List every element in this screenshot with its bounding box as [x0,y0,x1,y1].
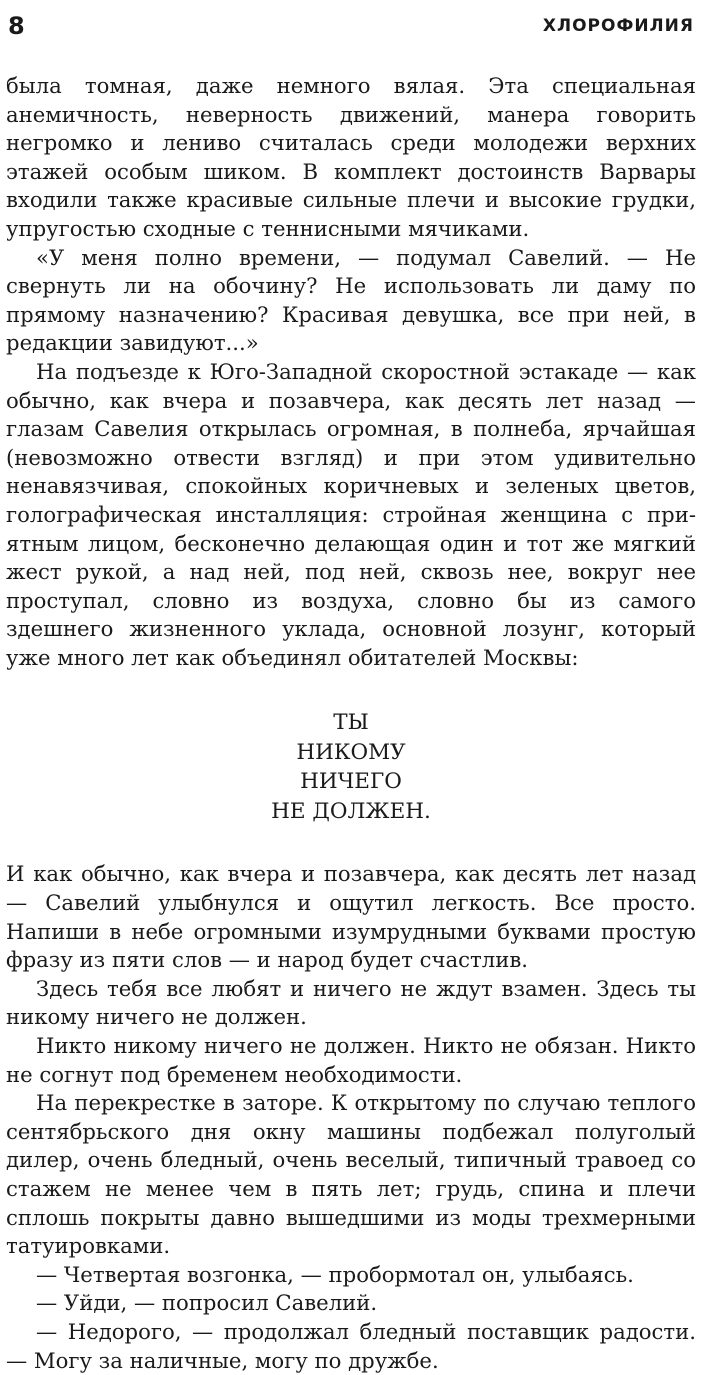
paragraph: «У меня полно времени, — подумал Савелий. — Не свернуть ли на обочину? Не использовать ли даму по прямому назначению? Красивая девушка, все при ней, в редакции завидуют...» [6,244,696,356]
paragraph: Здесь тебя все любят и ничего не ждут взамен. Здесь ты никому ничего не должен. [6,975,696,1030]
dialogue-line: — Уйди, — попросил Савелий. [36,1290,378,1316]
paragraph: На перекрестке в заторе. К открытому по случаю теплого сентябрьского дня окну машины подбежал полуголый дилер, очень бледный, очень веселый, типичный травоед со стажем не менее чем в пять лет; грудь, спина и плечи сплошь покрыты давно вышедшими из моды трехмерными татуировками. [6,1090,696,1259]
slogan-line: НИЧЕГО [300,769,402,795]
body-text [6,72,696,1375]
running-head [8,10,694,42]
paragraph: Никто никому ничего не должен. Никто не обязан. Никто не согнут под бременем необходимости. [6,1033,696,1087]
paragraph: И как обычно, как вчера и позавчера, как десять лет назад — Савелий улыбнулся и ощутил легкость. Все просто. Напиши в небе огромными изумрудными буквами простую фразу из пяти слов — и народ будет счастлив. [6,861,696,973]
slogan-line: ТЫ [333,710,369,736]
dialogue-line: — Четвертая возгонка, — пробормотал он, улыбаясь. [36,1261,634,1287]
slogan-line: НЕ ДОЛЖЕН. [271,798,431,824]
slogan-line: НИКОМУ [296,739,406,765]
paragraph: была томная, даже немного вялая. Эта специальная анемичность, неверность движений, манера говорить негромко и лениво считалась среди молодежи верхних этажей особым шиком. В комплект достоинств Варвары входили также красивые сильные плечи и высокие грудки, упругостью сходные с теннисными мячиками. [6,73,696,241]
dialogue-line: — Недорого, — продолжал бледный поставщик радости. — Могу за наличные, могу по дружбе. [6,1318,696,1373]
paragraph: На подъезде к Юго-Западной скоростной эстакаде — как обычно, как вчера и позавчера, как десять лет назад — глазам Савелия открылась огромная, в полнеба, ярчайшая (невозможно отвести взгляд) и при этом удивительно ненавязчивая, спокойных коричневых и зеленых цветов, голографическая инсталляция: стройная женщина с приятным лицом, бесконечно делающая один и тот же мягкий жест рукой, а над ней, под ней, сквозь нее, вокруг нее проступал, словно из воздуха, словно бы из самого здешнего жизненного уклада, основной лозунг, который уже много лет как объединял обитателей Москвы: [6,358,696,670]
slogan [6,708,696,826]
book-title: ХЛОРОФИЛИЯ [542,16,694,36]
page-number: 8 [8,12,25,40]
